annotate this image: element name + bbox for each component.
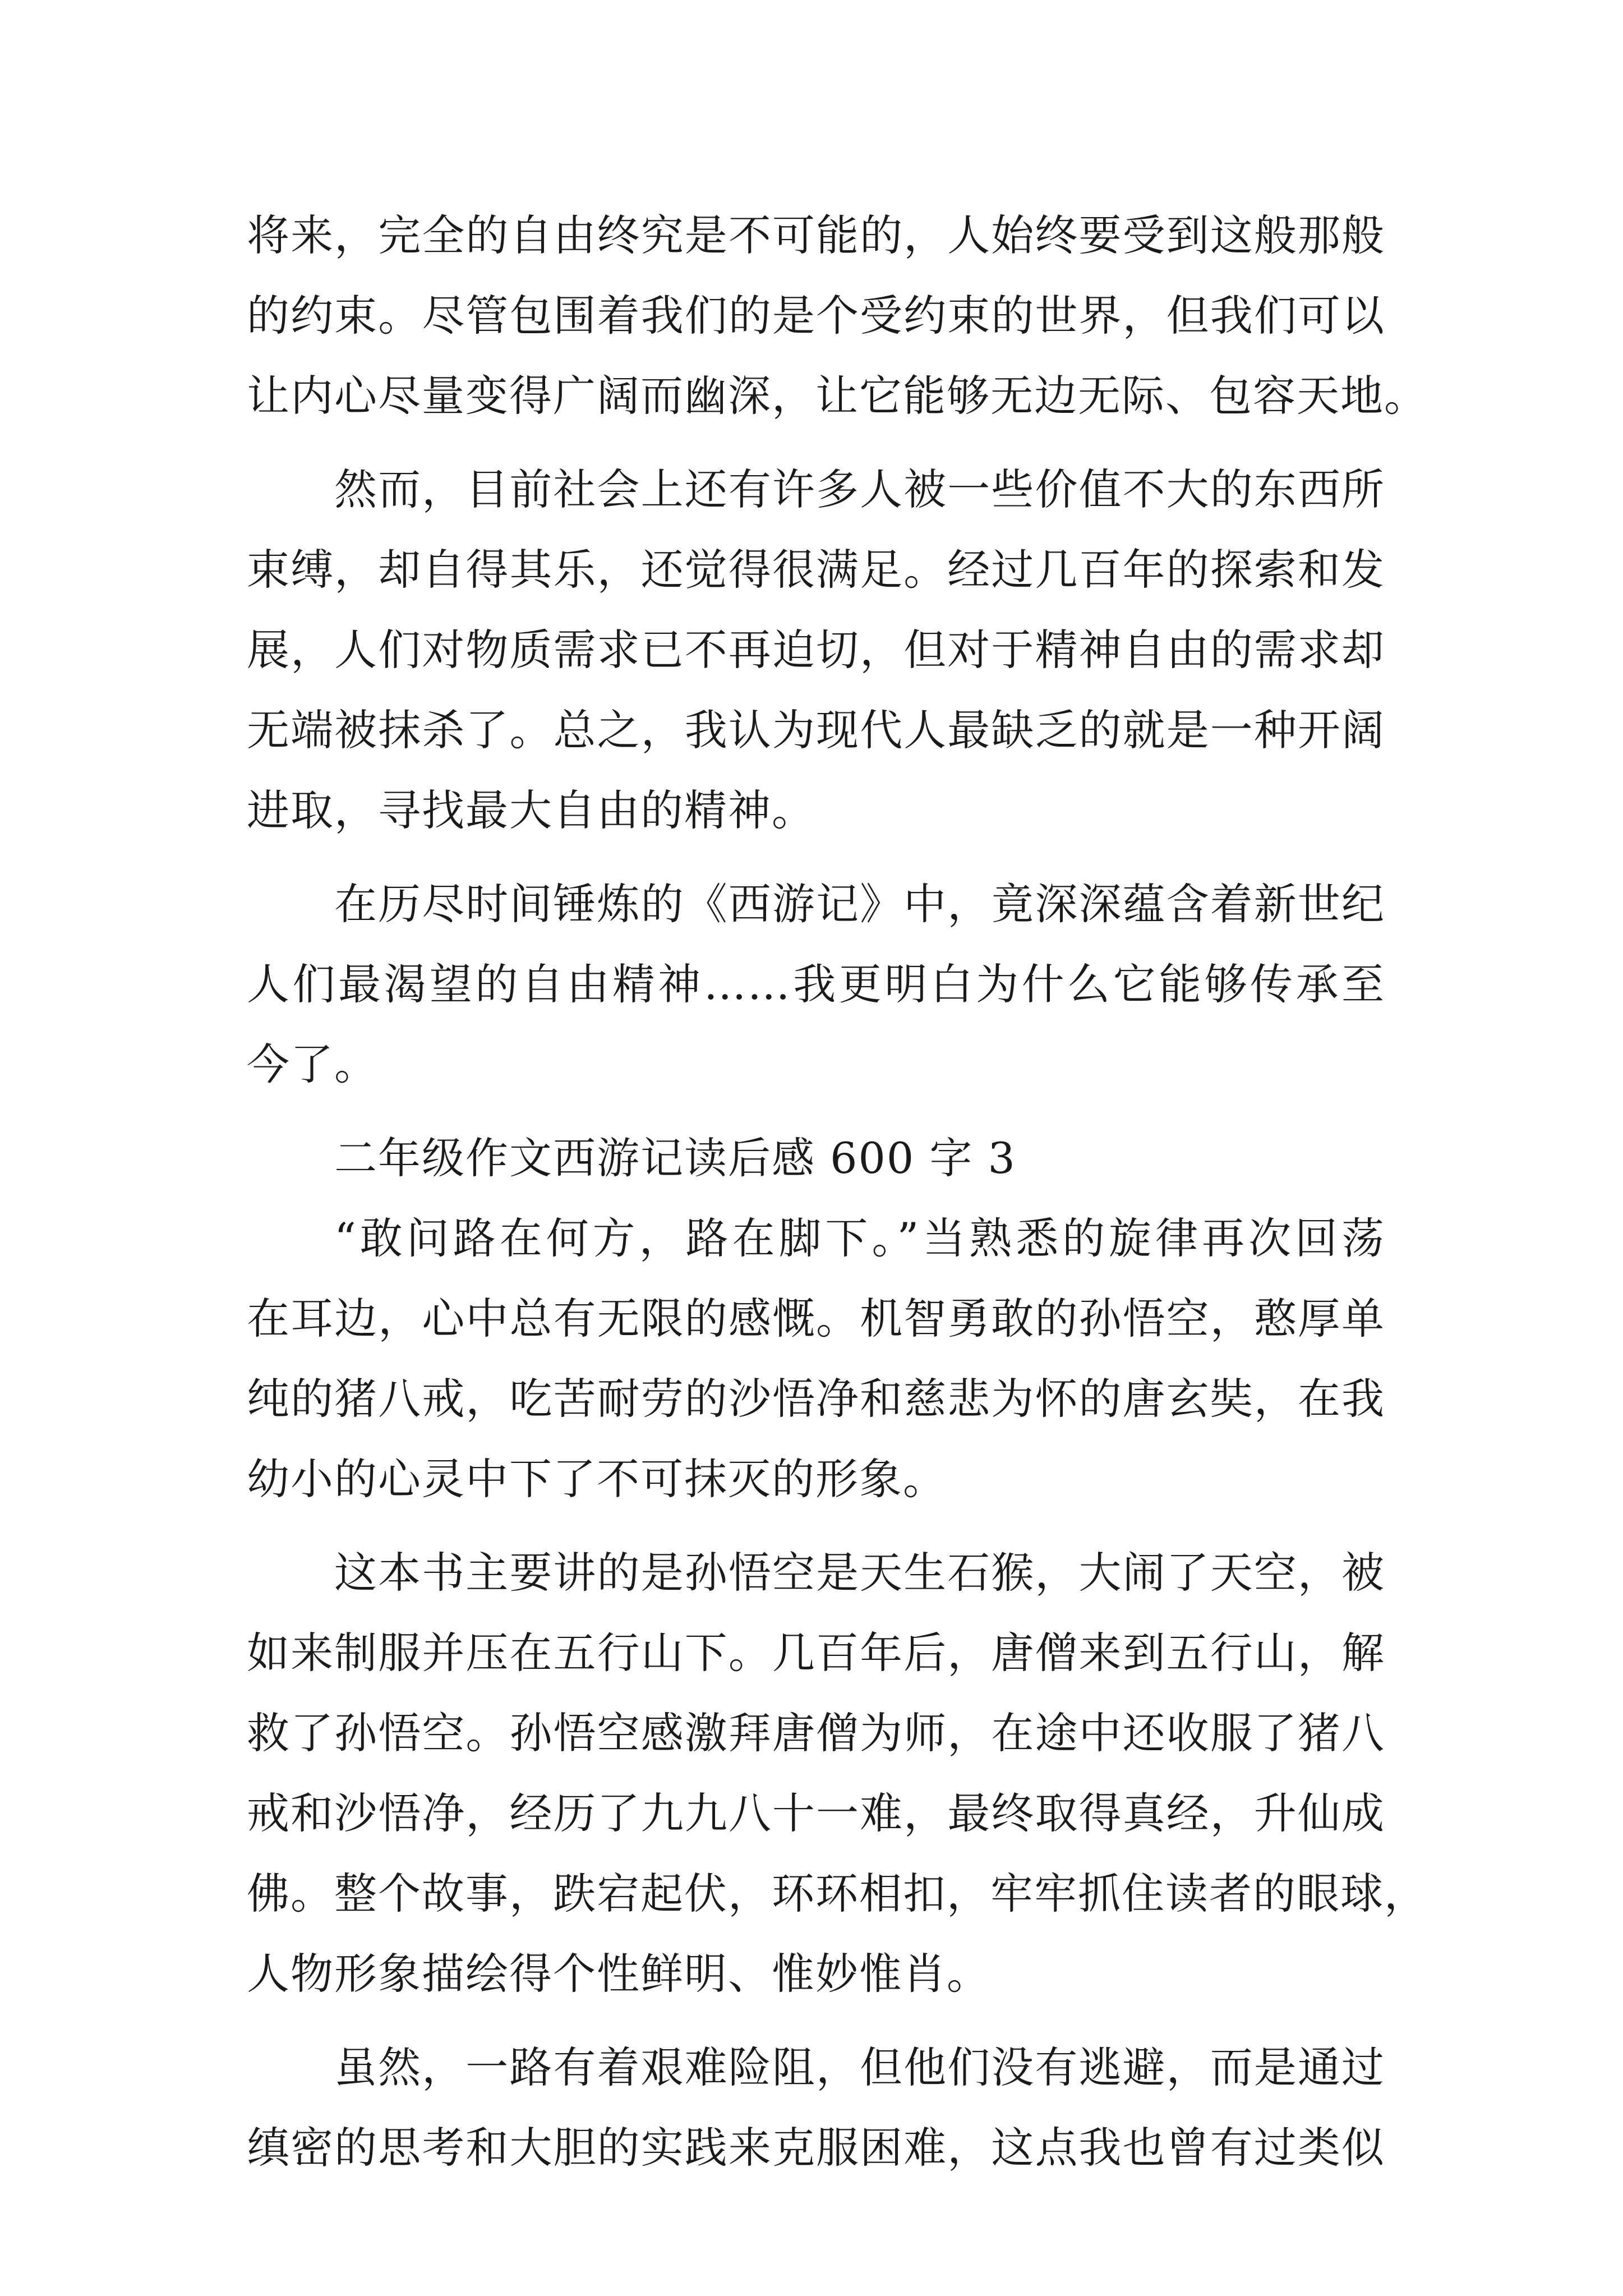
paragraph [247, 2027, 1385, 2188]
text-line: 戒和沙悟净，经历了九九八十一难，最终取得真经，升仙成 [247, 1788, 1385, 1838]
text-line: 佛。整个故事，跌宕起伏，环环相扣，牢牢抓住读者的眼球， [247, 1869, 1428, 1918]
text-line: 束缚，却自得其乐，还觉得很满足。经过几百年的探索和发 [247, 545, 1385, 595]
heading-text: 二年级作文西游记读后感 600 字 3 [334, 1133, 1016, 1183]
paragraph [247, 1533, 1428, 2014]
text-line: 缜密的思考和大胆的实践来克服困难，这点我也曾有过类似 [247, 2123, 1385, 2173]
text-line: 人们最渴望的自由精神……我更明白为什么它能够传承至 [247, 959, 1385, 1009]
text-line: 让内心尽量变得广阔而幽深，让它能够无边无际、包容天地。 [247, 371, 1428, 421]
text-line: 无端被抹杀了。总之，我认为现代人最缺乏的就是一种开阔 [247, 705, 1385, 755]
text-line: 人物形象描绘得个性鲜明、惟妙惟肖。 [247, 1949, 990, 1999]
text-line: 虽然，一路有着艰难险阻，但他们没有逃避，而是通过 [334, 2042, 1385, 2092]
paragraph [247, 1198, 1385, 1519]
text-line: 这本书主要讲的是孙悟空是天生石猴，大闹了天空，被 [334, 1548, 1385, 1598]
paragraph [247, 864, 1385, 1105]
text-line: 的约束。尽管包围着我们的是个受约束的世界，但我们可以 [247, 291, 1385, 341]
text-line: 进取，寻找最大自由的精神。 [247, 785, 815, 835]
text-line: 在历尽时间锤炼的《西游记》中，竟深深蕴含着新世纪 [334, 879, 1385, 929]
text-line: 在耳边，心中总有无限的感慨。机智勇敢的孙悟空，憨厚单 [247, 1294, 1385, 1343]
text-line: 救了孙悟空。孙悟空感激拜唐僧为师，在途中还收服了猪八 [247, 1708, 1385, 1758]
document-body [247, 195, 1428, 2188]
text-line: 如来制服并压在五行山下。几百年后，唐僧来到五行山，解 [247, 1628, 1385, 1678]
text-line: “敢问路在何方，路在脚下。”当熟悉的旋律再次回荡 [334, 1213, 1385, 1263]
text-line: 纯的猪八戒，吃苦耐劳的沙悟净和慈悲为怀的唐玄奘，在我 [247, 1374, 1385, 1424]
paragraph [247, 449, 1385, 850]
text-line: 将来，完全的自由终究是不可能的，人始终要受到这般那般 [247, 210, 1385, 260]
text-line: 展，人们对物质需求已不再迫切，但对于精神自由的需求却 [247, 625, 1385, 675]
paragraph [247, 195, 1428, 436]
section-heading [247, 1118, 1385, 1198]
text-line: 今了。 [247, 1039, 378, 1089]
text-line: 幼小的心灵中下了不可抹灭的形象。 [247, 1454, 947, 1504]
text-line: 然而，目前社会上还有许多人被一些价值不大的东西所 [334, 464, 1385, 514]
